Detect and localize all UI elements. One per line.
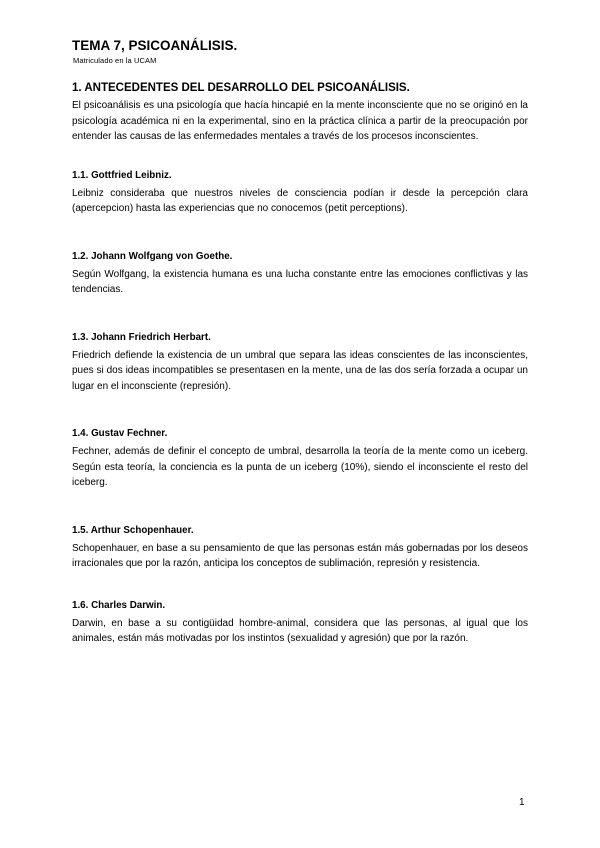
subsection-title: 1.1. Gottfried Leibniz. — [72, 169, 172, 181]
subsection-text: Leibniz consideraba que nuestros niveles de consciencia podían ir desde la percepción clara (apercepcion) hasta las experiencias que no conocemos (petit perceptions). — [72, 187, 528, 214]
page-number: 1 — [519, 797, 525, 808]
subsection-title: 1.5. Arthur Schopenhauer. — [72, 524, 194, 536]
subsection-text: Darwin, en base a su contigüidad hombre-animal, considera que las personas, al igual que los animales, están más motivadas por los instintos (sexualidad y agresión) que por la razón. — [72, 617, 528, 644]
document-page — [72, 38, 528, 647]
section-heading: 1. ANTECEDENTES DEL DESARROLLO DEL PSICOANÁLISIS. — [72, 82, 410, 94]
section-leibniz — [72, 170, 528, 217]
section-darwin — [72, 600, 528, 647]
subsection-text: Schopenhauer, en base a su pensamiento de que las personas están más gobernadas por los deseos irracionales que por la razón, anticipa los conceptos de sublimación, represión y resistencia. — [72, 542, 528, 569]
subsection-text: Fechner, además de definir el concepto de umbral, desarrolla la teoría de la mente como un iceberg. Según esta teoría, la conciencia es la punta de un iceberg (10%), siendo el inconsciente el resto del iceberg. — [72, 446, 528, 488]
document-title: TEMA 7, PSICOANÁLISIS. — [72, 38, 238, 53]
subsection-text: Friedrich defiende la existencia de un umbral que separa las ideas conscientes de las inconscientes, pues si dos ideas incompatibles se presentasen en la mente, una de las dos sería forzada a ocupar un lugar en el inconsciente (represión). — [72, 349, 528, 392]
section-schopenhauer — [72, 525, 528, 572]
subsection-title: 1.2. Johann Wolfgang von Goethe. — [72, 250, 233, 262]
intro-paragraph: El psicoanálisis es una psicología que hacía hincapié en la mente inconsciente que no se originó en la psicología académica ni en la experimental, sino en la práctica clínica a partir de la preocupación por entender las causas de las enfermedades mentales a través de los procesos inconscientes. — [72, 100, 528, 142]
subsection-title: 1.3. Johann Friedrich Herbart. — [72, 331, 211, 343]
subsection-text: Según Wolfgang, la existencia humana es una lucha constante entre las emociones conflictivas y las tendencias. — [72, 268, 528, 295]
section-fechner — [72, 428, 528, 491]
section-herbart — [72, 332, 528, 395]
subsection-title: 1.6. Charles Darwin. — [72, 599, 166, 611]
document-subtitle: Matriculado en la UCAM — [73, 56, 157, 65]
subsection-title: 1.4. Gustav Fechner. — [72, 428, 168, 439]
section-goethe — [72, 251, 528, 298]
